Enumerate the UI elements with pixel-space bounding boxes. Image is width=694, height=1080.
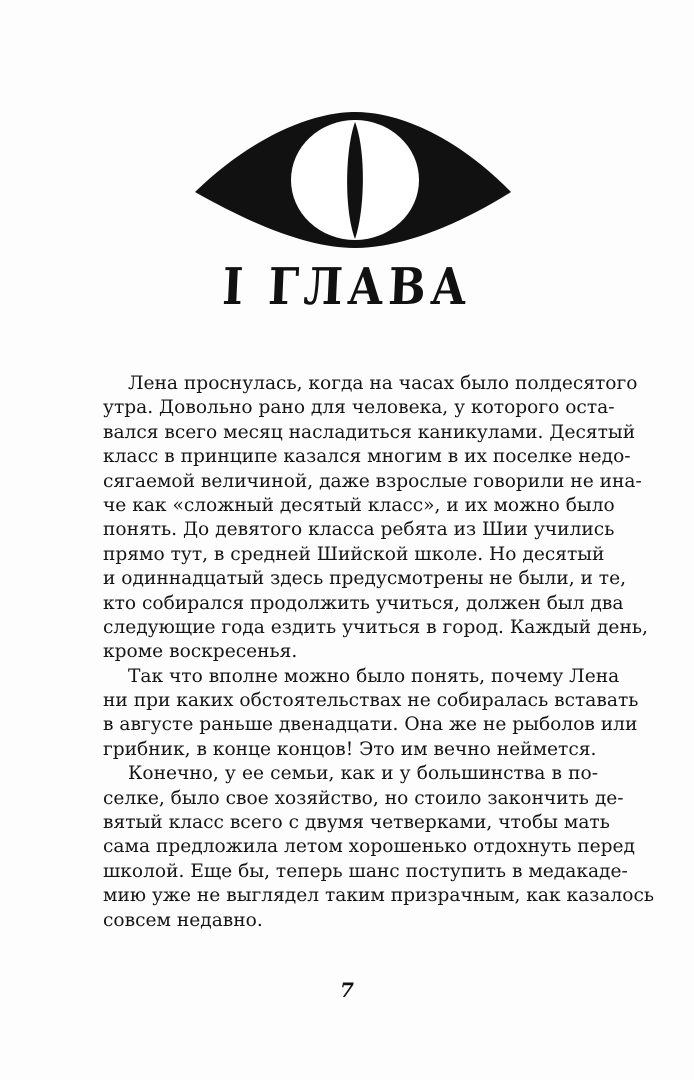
paragraph-3 xyxy=(103,762,655,933)
text-line: вятый класс всего с двумя четверками, чтобы мать xyxy=(103,812,610,834)
text-line: Конечно, у ее семьи, как и у большинства в по- xyxy=(128,763,598,785)
page-number: 7 xyxy=(340,978,354,1002)
text-line: че как «сложный десятый класс», и их можно было xyxy=(103,494,615,516)
text-line: прямо тут, в средней Шийской школе. Но десятый xyxy=(103,543,605,565)
chapter-title: I ГЛАВА xyxy=(221,258,473,317)
text-line: класс в принципе казался многим в их поселке недо- xyxy=(103,446,631,468)
text-line: утра. Довольно рано для человека, у которого оста- xyxy=(103,397,615,419)
text-line: мию уже не выглядел таким призрачным, как казалось xyxy=(103,885,655,907)
text-line: Лена проснулась, когда на часах было полдесятого xyxy=(128,373,638,394)
text-line: сягаемой величиной, даже взрослые говорили не ина- xyxy=(103,470,642,492)
text-line: сама предложила летом хорошенько отдохнуть перед xyxy=(103,836,636,858)
text-line: вался всего месяц насладиться каникулами. Десятый xyxy=(103,421,636,443)
paragraph-2 xyxy=(103,665,639,763)
text-line: в августе раньше двенадцати. Она же не рыболов или xyxy=(103,714,638,736)
text-line: совсем недавно. xyxy=(103,909,263,931)
text-line: школой. Еще бы, теперь шанс поступить в медакаде- xyxy=(103,860,628,882)
text-line: селке, было свое хозяйство, но стоило закончить де- xyxy=(103,787,624,809)
eye-icon xyxy=(195,112,511,248)
chapter-body xyxy=(103,372,655,933)
text-line: Так что вполне можно было понять, почему Лена xyxy=(128,665,620,687)
text-line: следующие года ездить учиться в город. Каждый день, xyxy=(103,616,648,638)
text-line: грибник, в конце концов! Это им вечно неймется. xyxy=(103,738,597,760)
text-line: кроме воскресенья. xyxy=(103,641,298,663)
text-line: и одиннадцатый здесь предусмотрены не были, и те, xyxy=(103,568,627,590)
paragraph-1 xyxy=(103,372,648,665)
text-line: ни при каких обстоятельствах не собиралась вставать xyxy=(103,690,639,712)
text-line: кто собирался продолжить учиться, должен был два xyxy=(103,592,624,614)
text-line: понять. До девятого класса ребята из Шии учились xyxy=(103,519,615,541)
